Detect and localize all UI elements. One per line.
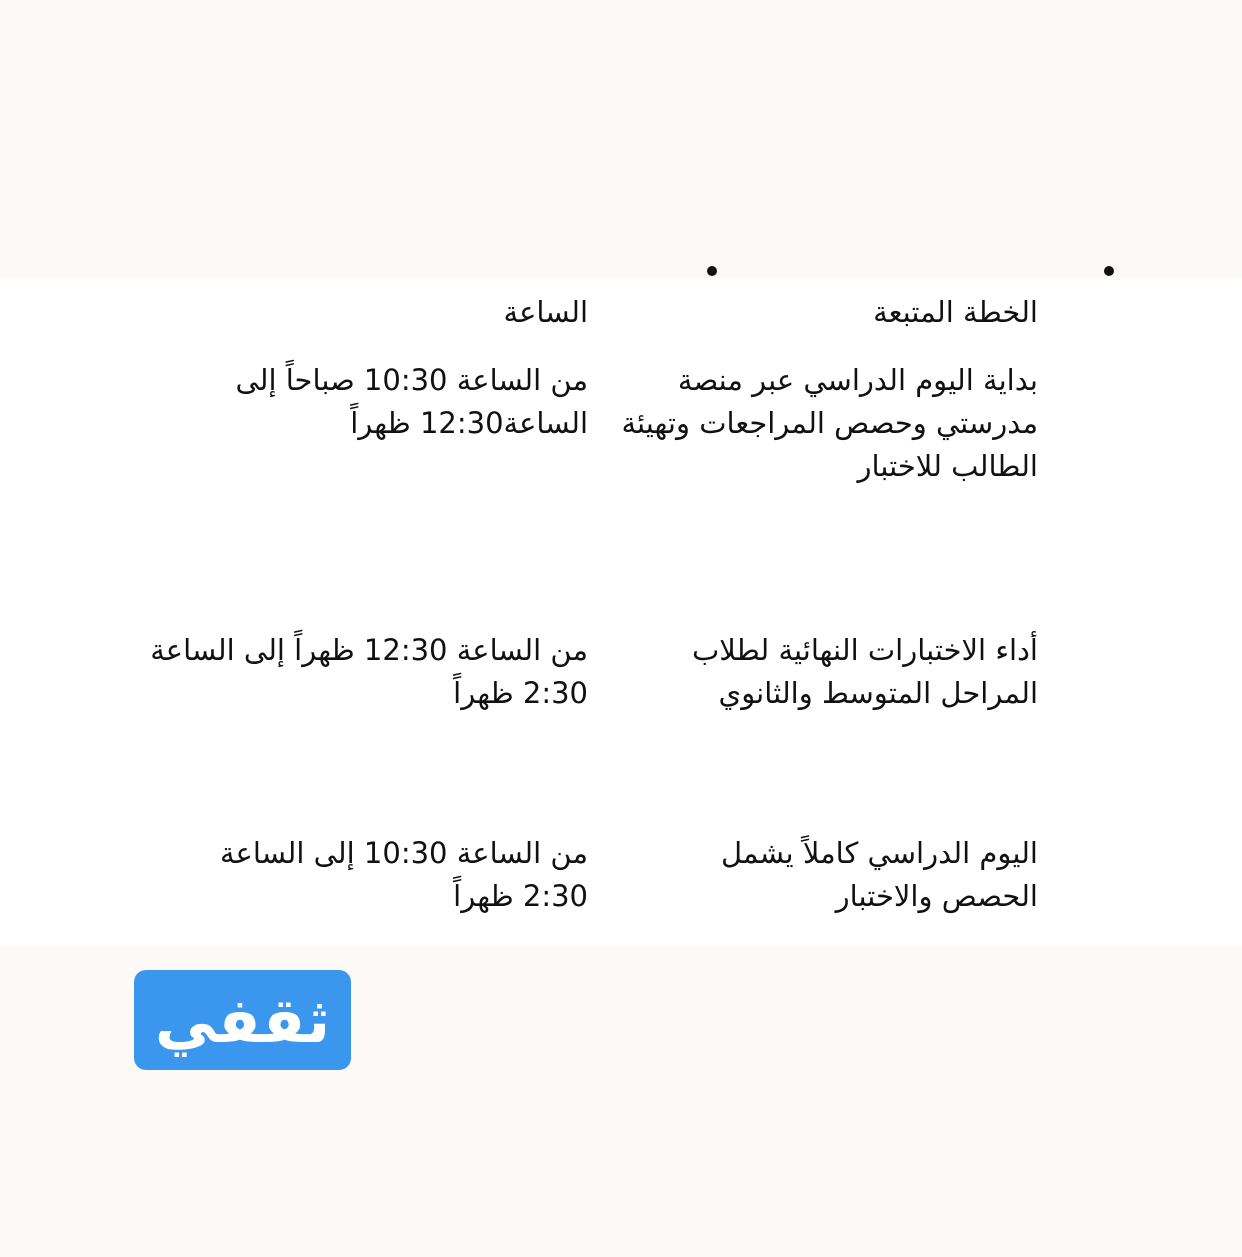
header-plan: الخطة المتبعة [873,295,1038,329]
thaqafi-logo: ثقفي [134,970,351,1070]
row-2-time: من الساعة 12:30 ظهراً إلى الساعة 2:30 ظهراً [150,633,588,710]
row-3-plan: اليوم الدراسي كاملاً يشمل الحصص والاختبار [720,836,1038,913]
row-1-plan: بداية اليوم الدراسي عبر منصة مدرستي وحصص المراجعات وتهيئة الطالب للاختبار [621,363,1038,483]
cutoff-glyph [707,266,717,276]
schedule-table [0,278,1242,946]
header-time: الساعة [503,295,588,329]
row-1-time: من الساعة 10:30 صباحاً إلى الساعة12:30 ظهراً [235,363,588,440]
row-3-time: من الساعة 10:30 إلى الساعة 2:30 ظهراً [219,836,588,913]
row-2-plan: أداء الاختبارات النهائية لطلاب المراحل المتوسط والثانوي [692,633,1038,710]
cutoff-glyph [1104,266,1114,276]
